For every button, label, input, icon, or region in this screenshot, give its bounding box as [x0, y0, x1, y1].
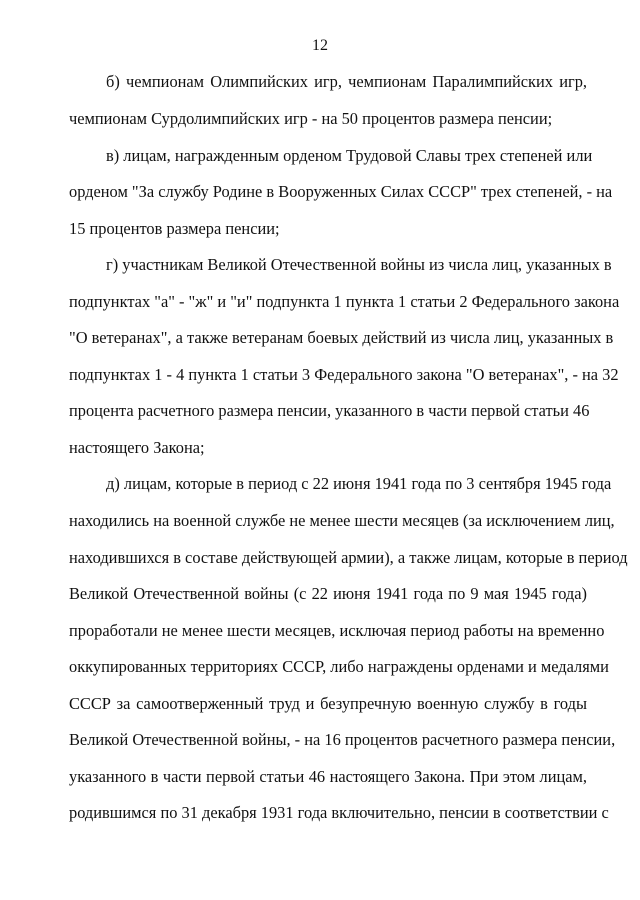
text-line: СССР за самоотверженный труд и безупречную военную службу в годы: [69, 694, 587, 713]
text-line: в) лицам, награжденным орденом Трудовой Славы трех степеней или: [106, 146, 593, 165]
text-line: г) участникам Великой Отечественной войны из числа лиц, указанных в: [106, 255, 612, 274]
text-line: настоящего Закона;: [69, 438, 205, 457]
text-line: оккупированных территориях СССР, либо награждены орденами и медалями: [69, 657, 609, 676]
text-line: проработали не менее шести месяцев, исключая период работы на временно: [69, 621, 605, 640]
text-line: д) лицам, которые в период с 22 июня 1941 года по 3 сентября 1945 года: [106, 474, 612, 493]
text-line: Великой Отечественной войны (с 22 июня 1941 года по 9 мая 1945 года): [69, 584, 587, 603]
text-line: "О ветеранах", а также ветеранам боевых действий из числа лиц, указанных в: [69, 328, 614, 347]
page-number: 12: [312, 37, 328, 54]
text-line: указанного в части первой статьи 46 настоящего Закона. При этом лицам,: [69, 767, 587, 786]
text-line: находившихся в составе действующей армии), а также лицам, которые в период: [69, 548, 628, 567]
text-line: б) чемпионам Олимпийских игр, чемпионам Паралимпийских игр,: [106, 72, 587, 91]
text-line: подпунктах "а" - "ж" и "и" подпункта 1 пункта 1 статьи 2 Федерального закона: [69, 292, 620, 311]
text-line: подпунктах 1 - 4 пункта 1 статьи 3 Федерального закона "О ветеранах", - на 32: [69, 365, 619, 384]
text-line: 15 процентов размера пенсии;: [69, 219, 280, 238]
text-line: Великой Отечественной войны, - на 16 процентов расчетного размера пенсии,: [69, 730, 616, 749]
text-line: чемпионам Сурдолимпийских игр - на 50 процентов размера пенсии;: [69, 109, 553, 128]
text-line: родившимся по 31 декабря 1931 года включительно, пенсии в соответствии с: [69, 803, 609, 822]
text-line: находились на военной службе не менее шести месяцев (за исключением лиц,: [69, 511, 615, 530]
text-line: процента расчетного размера пенсии, указанного в части первой статьи 46: [69, 401, 590, 420]
text-line: орденом "За службу Родине в Вооруженных Силах СССР" трех степеней, - на: [69, 182, 613, 201]
